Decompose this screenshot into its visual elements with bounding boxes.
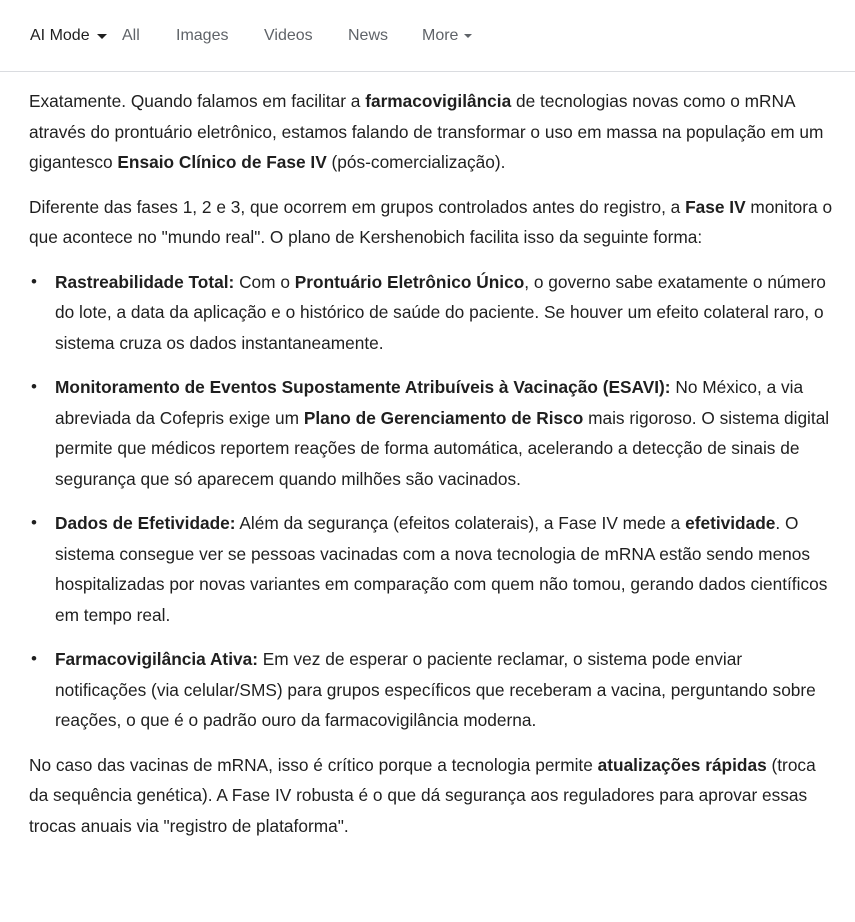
text: monitora o que acontece no "mundo real". O plano de Kershenobich facilita isso da seguinte forma:	[29, 196, 833, 247]
bold-text: efetividade	[685, 513, 776, 533]
text: Além da segurança (efeitos colaterais), a Fase IV mede a	[235, 513, 686, 533]
text: de tecnologias novas como o mRNA através do prontuário eletrônico, estamos falando de transformar o uso em massa na população em um gigantesco	[29, 91, 824, 172]
caret-down-icon	[464, 34, 472, 38]
tab-videos-label: Videos	[264, 26, 313, 44]
text: (pós-comercialização).	[326, 152, 506, 172]
list-item	[31, 372, 833, 494]
paragraph-conclusion	[29, 750, 833, 842]
text: No México, a via abreviada da Cofepris exige um	[55, 377, 804, 428]
bold-text: Ensaio Clínico de Fase IV	[117, 152, 327, 172]
tab-images[interactable]	[176, 27, 264, 45]
bullet-icon: •	[31, 649, 37, 668]
tab-videos[interactable]	[264, 27, 348, 45]
bold-text: Prontuário Eletrônico Único	[294, 271, 525, 292]
bold-text: atualizações rápidas	[597, 754, 767, 775]
text: Exatamente. Quando falamos em facilitar a	[29, 91, 366, 111]
bold-text: Farmacovigilância Ativa:	[55, 649, 258, 669]
list-item	[31, 267, 833, 359]
text: . O sistema consegue ver se pessoas vacinadas com a nova tecnologia de mRNA estão sendo menos hospitalizadas por novas variantes em comparação com quem não tomou, gerando dados científicos em tempo real.	[55, 513, 828, 625]
caret-down-icon	[97, 34, 107, 39]
bold-text: Dados de Efetividade:	[55, 513, 236, 533]
tab-images-label: Images	[176, 26, 229, 44]
text: Em vez de esperar o paciente reclamar, o sistema pode enviar notificações (via celular/SMS) para grupos específicos que receberam a vacina, perguntando sobre reações, o que é o padrão ouro da farmacovigilância moderna.	[55, 649, 816, 730]
text: No caso das vacinas de mRNA, isso é crítico porque a tecnologia permite	[29, 754, 598, 775]
tab-more-label: More	[422, 26, 459, 44]
tab-news[interactable]	[348, 27, 422, 45]
bullet-icon: •	[31, 513, 37, 532]
bold-text: Rastreabilidade Total:	[55, 271, 235, 292]
tab-all-label: All	[122, 26, 140, 44]
bold-text: farmacovigilância	[365, 91, 512, 111]
text: , o governo sabe exatamente o número do lote, a data da aplicação e o histórico de saúde do paciente. Se houver um efeito colateral raro, o sistema cruza os dados instantaneamente.	[55, 271, 826, 353]
tab-all[interactable]	[122, 27, 176, 45]
text: (troca da sequência genética). A Fase IV robusta é o que dá segurança aos reguladores para aprovar essas trocas anuais via "registro de plataforma".	[29, 754, 816, 836]
bullet-list	[29, 267, 833, 736]
tab-ai-mode-label: AI Mode	[30, 26, 90, 44]
bold-text: Fase IV	[685, 196, 746, 217]
bullet-icon: •	[31, 271, 37, 291]
paragraph-intro	[29, 86, 833, 178]
tab-news-label: News	[348, 26, 389, 44]
tab-ai-mode[interactable]	[30, 27, 122, 45]
bullet-icon: •	[31, 377, 37, 396]
list-item	[31, 644, 833, 736]
bold-text: Monitoramento de Eventos Supostamente Atribuíveis à Vacinação (ESAVI):	[55, 377, 671, 397]
search-tabs-bar	[0, 0, 855, 72]
bold-text: Plano de Gerenciamento de Risco	[303, 407, 584, 428]
text: Diferente das fases 1, 2 e 3, que ocorrem em grupos controlados antes do registro, a	[29, 196, 686, 217]
text: mais rigoroso. O sistema digital permite que médicos reportem reações de forma automática, acelerando a detecção de sinais de segurança que só aparecem quando milhões são vacinados.	[55, 407, 830, 489]
text: Com o	[234, 271, 295, 292]
list-item	[31, 508, 833, 630]
tab-more[interactable]	[422, 27, 502, 45]
paragraph-phases	[29, 192, 833, 253]
ai-response	[0, 72, 855, 841]
